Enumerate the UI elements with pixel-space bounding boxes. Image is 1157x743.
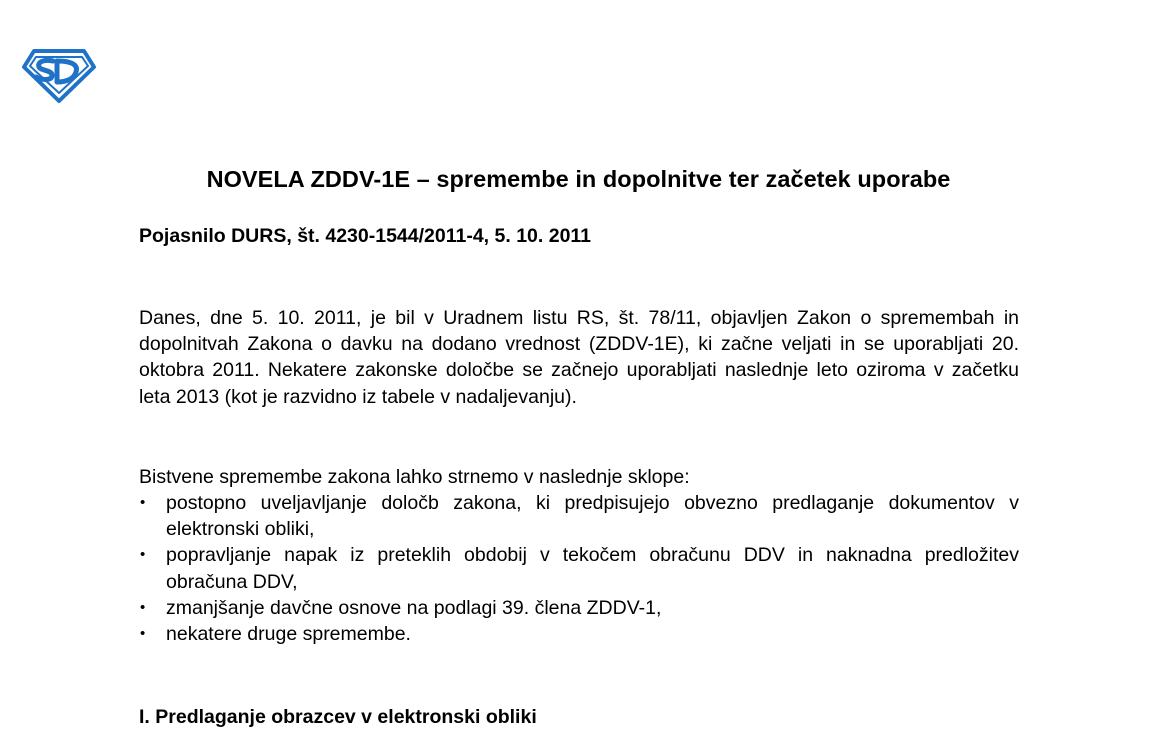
list-item-text: popravljanje napak iz preteklih obdobij v tekočem obračunu DDV in naknadna predložitev obračuna DDV, (166, 544, 1019, 593)
list-item-text: nekatere druge spremembe. (166, 623, 411, 646)
list-item-text: postopno uveljavljanje določb zakona, ki predpisujejo obvezno predlaganje dokumentov v elektronski obliki, (166, 492, 1019, 541)
summary-intro: Bistvene spremembe zakona lahko strnemo v naslednje sklope: (139, 466, 690, 488)
list-item-text: zmanjšanje davčne osnove na podlagi 39. člena ZDDV-1, (166, 596, 662, 619)
bullet-icon: • (140, 625, 146, 643)
bullet-icon: • (140, 494, 146, 511)
intro-paragraph: Danes, dne 5. 10. 2011, je bil v Uradnem listu RS, št. 78/11, objavljen Zakon o spremembah in dopolnitvah Zakona o davku na dodano vrednost (ZDDV-1E), ki začne veljati in se uporabljati 20. oktobra 2011. Nekatere zakonske določbe se začnejo uporabljati naslednje leto oziroma v začetku leta 2013 (kot je razvidno iz tabele v nadaljevanju). (139, 307, 1019, 408)
document-title: NOVELA ZDDV-1E – spremembe in dopolnitve ter začetek uporabe (206, 166, 951, 192)
list-item (139, 490, 1019, 542)
list-item (139, 595, 1019, 621)
bullet-icon: • (140, 598, 146, 616)
list-item (139, 621, 1019, 647)
section-heading: I. Predlaganje obrazcev v elektronski obliki (139, 706, 537, 728)
sd-shield-logo-icon (22, 49, 96, 103)
changes-list (139, 490, 1019, 647)
document-subtitle: Pojasnilo DURS, št. 4230-1544/2011-4, 5. 10. 2011 (139, 225, 592, 247)
bullet-icon: • (140, 546, 146, 564)
list-item (139, 542, 1019, 594)
